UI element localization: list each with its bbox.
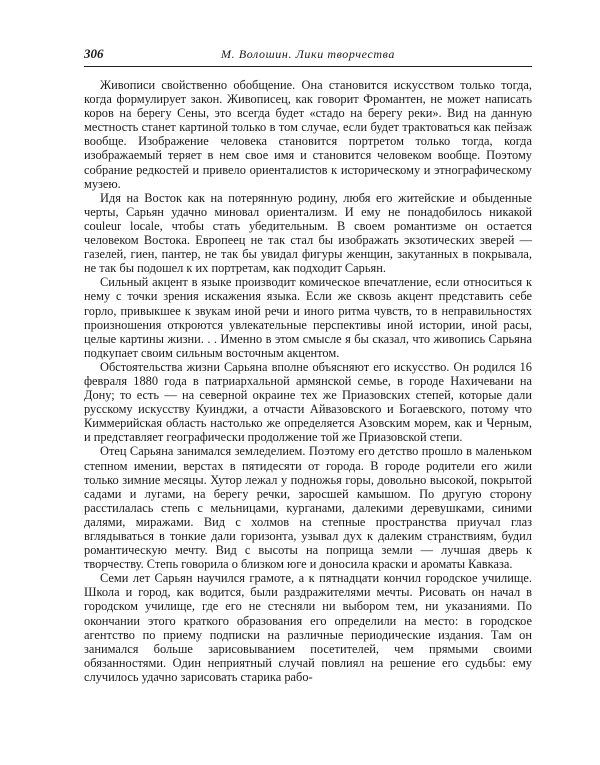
body-text <box>84 78 532 684</box>
paragraph: Обстоятельства жизни Сарьяна вполне объясняют его искусство. Он родился 16 февраля 1880 года в патриархальной армянской семье, в городе Нахичевани на Дону; то есть — на северной окраине тех же Приазовских степей, которые дали русскому искусству Куинджи, а отчасти Айвазовского и Богаевского, потому что Киммерийская область настолько же определяется Азовским морем, как и Черным, и представляет географически продолжение той же Приазовской степи. <box>84 359 532 445</box>
paragraph: Сильный акцент в языке производит комическое впечатление, если относиться к нему с точки зрения искажения языка. Если же сквозь акцент представить себе горло, привыкшее к звукам иной речи и иного ритма чувств, то в неправильностях произношения откроются увлекательные перспективы иной истории, иной расы, целые картины жизни. . . Именно в этом смысле я бы сказал, что живопись Сарьяна подкупает своим сильным восточным акцентом. <box>84 275 532 360</box>
paragraph: Живописи свойственно обобщение. Она становится искусством только тогда, когда формулирует закон. Живописец, как говорит Фромантен, не может написать коров на берегу Сены, это всегда будет «стадо на берегу реки». Вид на данную местность станет картиной только в том случае, если будет трактоваться как пейзаж вообще. Изображение человека становится портретом только тогда, когда изображаемый теряет в нем свое имя и становится человеком вообще. Поэтому собрание редкостей и привело ориенталистов к историческому и этнографическому музею. <box>84 78 532 191</box>
paragraph: Отец Сарьяна занимался земледелием. Поэтому его детство прошло в маленьком степном имении, верстах в пятидесяти от города. В городе родители его жили только зимние месяцы. Хутор лежал у подножья горы, довольно высокой, покрытой садами и лугами, на берегу речки, заросшей камышом. По другую сторону расстилалась степь с мельницами, курганами, далекими деревушками, синими далями, миражами. Вид с холмов на степные пространства приучал глаз вглядываться в тонкие дали горизонта, узывал дух к далеким странствиям, будил романтическую мечту. Вид с высоты на поприща земли — лучшая дверь к творчеству. Степь говорила о близком юге и доносила краски и ароматы Кавказа. <box>84 444 532 572</box>
paragraph: Семи лет Сарьян научился грамоте, а к пятнадцати кончил городское училище. Школа и город, как водится, были раздражителями мечты. Рисовать он начал в городском училище, где его не стесняли ни выбором тем, ни указаниями. По окончании этого краткого образования его определили на место: в городское агентство по приему подписки на различные периодические издания. Там он занимался больше зарисовыванием посетителей, чем прямыми своими обязанностями. Один неприятный случай повлиял на решение его судьбы: ему случилось удачно зарисовать старика рабо- <box>84 571 532 684</box>
page-header <box>84 44 532 67</box>
page-number: 306 <box>84 46 104 61</box>
running-head: М. Волошин. Лики творчества <box>221 47 395 61</box>
paragraph: Идя на Восток как на потерянную родину, любя его житейские и обыденные черты, Сарьян удачно миновал ориентализм. И ему не понадобилось никакой couleur locale, чтобы стать убедительным. В своем романтизме он остается человеком Востока. Европеец не так стал бы изображать экзотических зверей — газелей, гиен, пантер, не так бы увидал фигуры женщин, закутанных в покрывала, не так бы подошел к их портретам, как подходит Сарьян. <box>84 190 532 276</box>
